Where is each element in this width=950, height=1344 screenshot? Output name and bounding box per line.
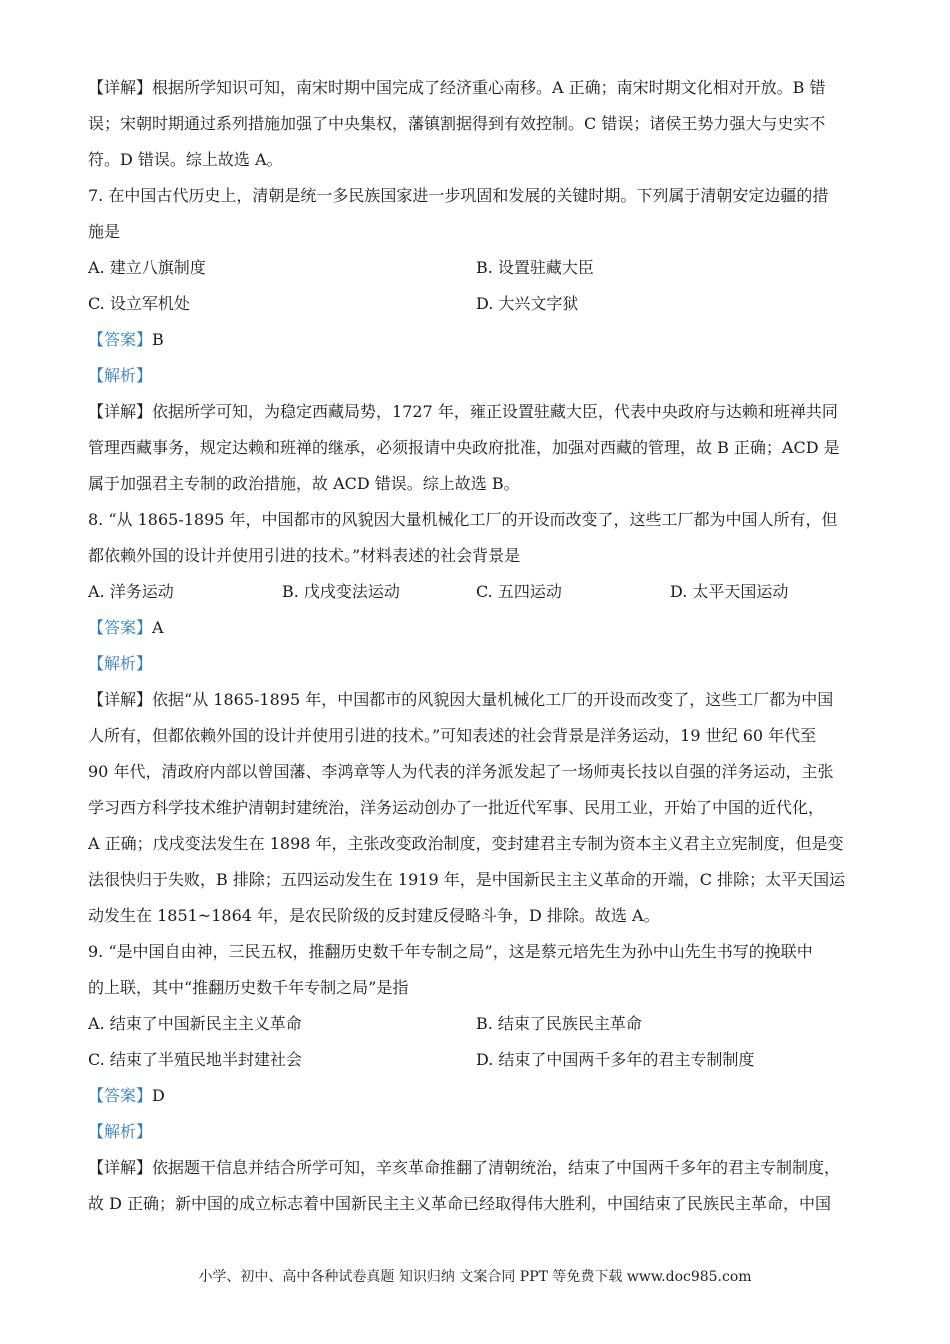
q7-option-d: D. 大兴文字狱 [476,294,579,313]
q9-answer: 【答案】D [88,1086,165,1105]
detail-tag: 【详解】 [88,78,153,97]
q8-detail-line-6: 法很快归于失败，B 排除；五四运动发生在 1919 年，是中国新民主主义革命的开端，C 排除；太平天国运 [88,870,846,889]
q8-stem-line-2: 都依赖外国的设计并使用引进的技术。”材料表述的社会背景是 [88,546,521,565]
answer-tag: 【答案】 [88,618,153,637]
q6-detail-line-3: 符。D 错误。综上故选 A。 [88,150,283,169]
q9-option-b: B. 结束了民族民主革命 [476,1014,642,1033]
q8-option-a: A. 洋务运动 [88,582,174,601]
q9-stem-line-2: 的上联，其中“推翻历史数千年专制之局”是指 [88,978,409,997]
q7-options-row-2 [88,286,868,322]
q9-detail-line-2: 故 D 正确；新中国的成立标志着中国新民主主义革命已经取得伟大胜利，中国结束了民族民主革命，中国 [88,1194,832,1213]
q9-options-row-1 [88,1006,868,1042]
q9-option-d: D. 结束了中国两千多年的君主专制制度 [476,1050,755,1069]
q9-option-c: C. 结束了半殖民地半封建社会 [88,1050,302,1069]
q7-option-b: B. 设置驻藏大臣 [476,258,594,277]
q7-detail-line-3: 属于加强君主专制的政治措施，故 ACD 错误。综上故选 B。 [88,474,520,493]
q7-stem-line-2: 施是 [88,222,121,241]
q7-option-c: C. 设立军机处 [88,294,190,313]
page-footer: 小学、初中、高中各种试卷真题 知识归纳 文案合同 PPT 等免费下载 www.doc985.com [198,1269,752,1285]
q8-option-d: D. 太平天国运动 [670,582,789,601]
q8-options-row [88,574,868,610]
q9-detail-line-1: 【详解】依据题干信息并结合所学可知，辛亥革命推翻了清朝统治，结束了中国两千多年的君主专制制度， [88,1158,841,1177]
q8-detail-line-3: 90 年代，清政府内部以曾国藩、李鸿章等人为代表的洋务派发起了一场师夷长技以自强的洋务运动，主张 [88,762,834,781]
answer-tag: 【答案】 [88,1086,153,1105]
q8-analysis-tag: 【解析】 [88,654,153,673]
q9-options-row-2 [88,1042,868,1078]
q8-detail-line-7: 动发生在 1851~1864 年，是农民阶级的反封建反侵略斗争，D 排除。故选 A。 [88,906,660,925]
detail-tag: 【详解】 [88,690,153,709]
q8-detail-line-2: 人所有，但都依赖外国的设计并使用引进的技术。”可知表述的社会背景是洋务运动，19 世纪 60 年代至 [88,726,817,745]
q7-option-a: A. 建立八旗制度 [88,258,206,277]
q9-stem-line-1: 9. “是中国自由神，三民五权，推翻历史数千年专制之局”，这是蔡元培先生为孙中山先生书写的挽联中 [88,942,813,961]
q7-options-row-1 [88,250,868,286]
q7-stem-line-1: 7. 在中国古代历史上，清朝是统一多民族国家进一步巩固和发展的关键时期。下列属于清朝安定边疆的措 [88,186,829,205]
q7-answer: 【答案】B [88,330,164,349]
q9-option-a: A. 结束了中国新民主主义革命 [88,1014,302,1033]
q7-analysis-tag: 【解析】 [88,366,153,385]
q7-detail-line-2: 管理西藏事务，规定达赖和班禅的继承，必须报请中央政府批准，加强对西藏的管理，故 B 正确；ACD 是 [88,438,840,457]
q8-detail-line-1: 【详解】依据“从 1865-1895 年，中国都市的风貌因大量机械化工厂的开设而改变了，这些工厂都为中国 [88,690,834,709]
detail-tag: 【详解】 [88,402,153,421]
q9-analysis-tag: 【解析】 [88,1122,153,1141]
q6-detail-line-2: 误；宋朝时期通过系列措施加强了中央集权，藩镇割据得到有效控制。C 错误；诸侯王势力强大与史实不 [88,114,826,133]
q8-detail-line-4: 学习西方科学技术维护清朝封建统治，洋务运动创办了一批近代军事、民用工业，开始了中国的近代化， [88,798,825,817]
answer-tag: 【答案】 [88,330,153,349]
detail-tag: 【详解】 [88,1158,153,1177]
q8-stem-line-1: 8. “从 1865-1895 年，中国都市的风貌因大量机械化工厂的开设而改变了，这些工厂都为中国人所有，但 [88,510,838,529]
q8-option-c: C. 五四运动 [476,582,562,601]
q8-answer: 【答案】A [88,618,164,637]
q8-detail-line-5: A 正确；戊戌变法发生在 1898 年，主张改变政治制度，变封建君主专制为资本主义君主立宪制度，但是变 [88,834,844,853]
document-body [88,70,868,1222]
q8-option-b: B. 戊戌变法运动 [282,582,400,601]
q6-detail-line-1: 【详解】根据所学知识可知，南宋时期中国完成了经济重心南移。A 正确；南宋时期文化相对开放。B 错 [88,78,826,97]
q7-detail-line-1: 【详解】依据所学可知，为稳定西藏局势，1727 年，雍正设置驻藏大臣，代表中央政府与达赖和班禅共同 [88,402,838,421]
